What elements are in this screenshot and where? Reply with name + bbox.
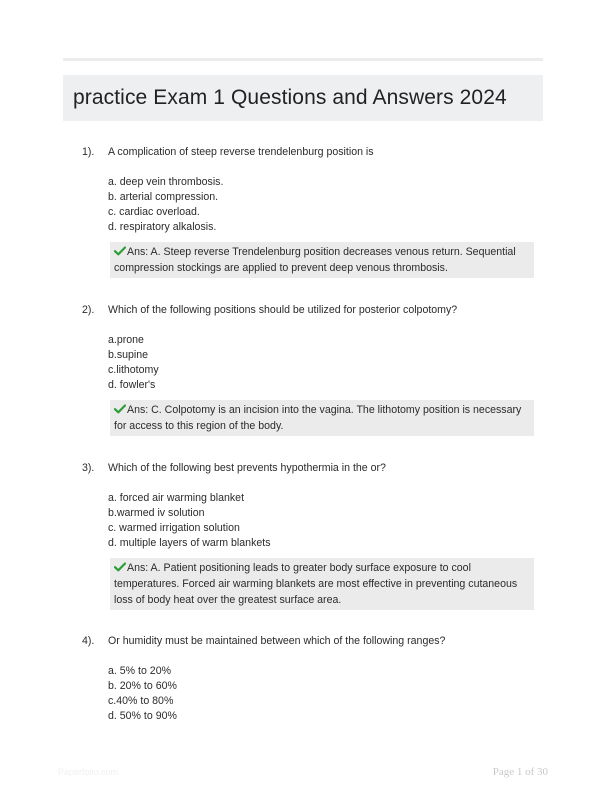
- option-a: a.prone: [108, 334, 144, 346]
- option-a: a. forced air warming blanket: [108, 492, 245, 504]
- question-text: A complication of steep reverse trendelenburg position is: [108, 146, 374, 158]
- option-b: b.warmed iv solution: [108, 507, 205, 519]
- question-text: Which of the following positions should be utilized for posterior colpotomy?: [108, 304, 458, 316]
- options-list: [108, 333, 542, 393]
- question-number: 4).: [82, 635, 95, 647]
- question-header: [82, 634, 542, 649]
- question-text: Which of the following best prevents hypothermia in the or?: [108, 462, 386, 474]
- question-number: 2).: [82, 304, 95, 316]
- title-banner: [63, 75, 543, 121]
- answer-text: Ans: C. Colpotomy is an incision into the vagina. The lithotomy position is necessary for access to this region of the body.: [114, 404, 522, 432]
- option-b: b. 20% to 60%: [108, 680, 177, 692]
- top-divider: [63, 58, 543, 61]
- checkmark-icon: [114, 246, 126, 256]
- question-header: [82, 303, 542, 318]
- answer-text: Ans: A. Steep reverse Trendelenburg position decreases venous return. Sequential compression stockings are applied to prevent deep venous thrombosis.: [114, 246, 516, 274]
- option-c: c.40% to 80%: [108, 695, 174, 707]
- answer-box: [110, 558, 534, 610]
- option-d: d. 50% to 90%: [108, 710, 177, 722]
- option-a: a. 5% to 20%: [108, 665, 172, 677]
- option-b: b. arterial compression.: [108, 191, 219, 203]
- options-list: [108, 664, 542, 724]
- checkmark-icon: [114, 562, 126, 572]
- answer-box: [110, 400, 534, 436]
- question-number: 3).: [82, 462, 95, 474]
- question-number: 1).: [82, 146, 95, 158]
- question-2: [82, 303, 542, 436]
- document-title: practice Exam 1 Questions and Answers 2024: [73, 86, 507, 109]
- option-d: d. fowler's: [108, 379, 156, 391]
- page-number: Page 1 of 30: [492, 766, 548, 778]
- option-a: a. deep vein thrombosis.: [108, 176, 224, 188]
- footer-watermark: Paperfolio.com: [58, 767, 119, 777]
- option-d: d. multiple layers of warm blankets: [108, 537, 271, 549]
- question-header: [82, 145, 542, 160]
- option-c: c.lithotomy: [108, 364, 159, 376]
- question-4: [82, 634, 542, 724]
- answer-text: Ans: A. Patient positioning leads to greater body surface exposure to cool temperatures. Forced air warming blankets are most effective in preventing cutaneous loss of body heat over the greatest surface area.: [114, 562, 518, 606]
- question-3: [82, 461, 542, 610]
- question-1: [82, 145, 542, 278]
- question-text: Or humidity must be maintained between which of the following ranges?: [108, 635, 446, 647]
- answer-box: [110, 242, 534, 278]
- question-header: [82, 461, 542, 476]
- option-c: c. warmed irrigation solution: [108, 522, 240, 534]
- option-b: b.supine: [108, 349, 149, 361]
- checkmark-icon: [114, 404, 126, 414]
- option-c: c. cardiac overload.: [108, 206, 200, 218]
- options-list: [108, 175, 542, 235]
- options-list: [108, 491, 542, 551]
- option-d: d. respiratory alkalosis.: [108, 221, 217, 233]
